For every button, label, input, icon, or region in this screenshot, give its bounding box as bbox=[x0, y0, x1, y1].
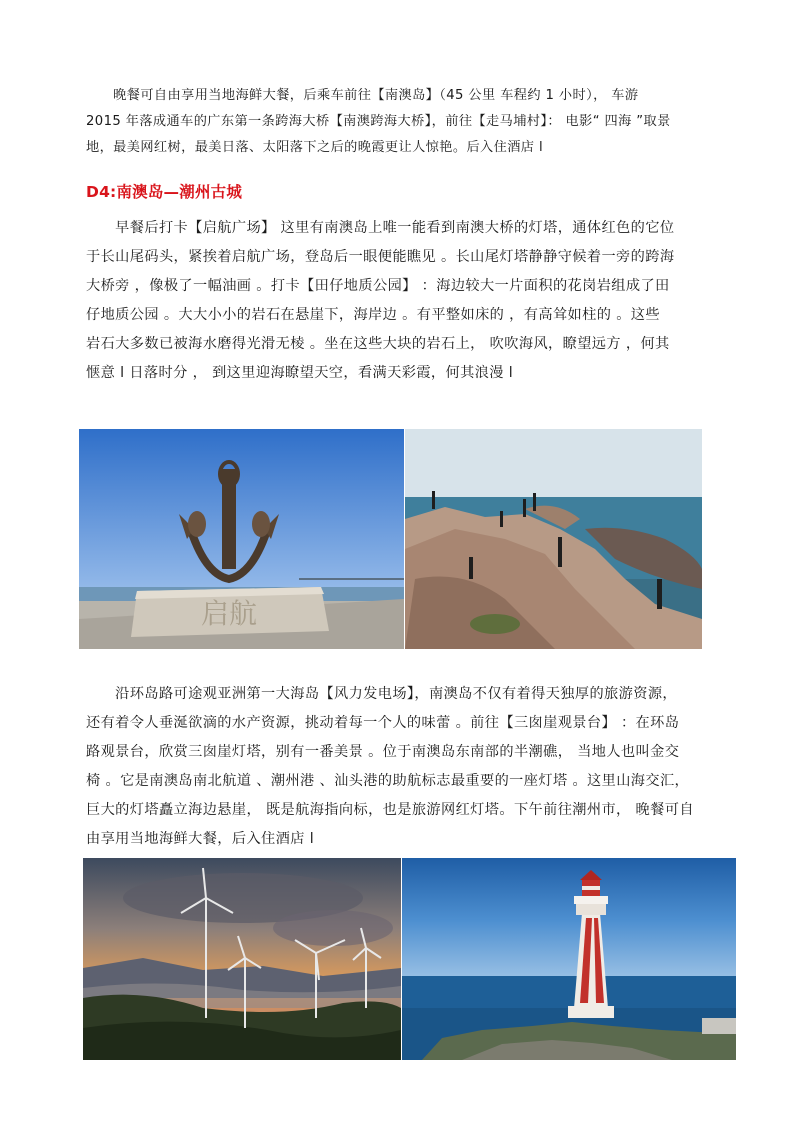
paragraph-day4-morning bbox=[86, 214, 674, 388]
day4-heading: D4:南澳岛—潮州古城 bbox=[86, 183, 243, 201]
text-line: 还有着令人垂涎欲滴的水产资源，挑动着每一个人的味蕾 。前往【三囱崖观景台】 ：在环岛 bbox=[86, 715, 680, 731]
text-line: 早餐后打卡【启航广场】 这里有南澳岛上唯一能看到南澳大桥的灯塔，通体红色的它位 bbox=[86, 220, 675, 236]
paragraph-evening-nanao bbox=[86, 83, 671, 161]
text-line: 大桥旁 ，像极了一幅油画 。打卡【田仔地质公园】 ：海边较大一片面积的花岗岩组成了田 bbox=[86, 278, 670, 294]
text-line: 路观景台，欣赏三囱崖灯塔，别有一番美景 。位于南澳岛东南部的半潮礁， 当地人也叫金交 bbox=[86, 744, 680, 760]
text-line: 由享用当地海鲜大餐，后入住酒店 l bbox=[86, 831, 315, 847]
photo-anchor-sculpture bbox=[79, 429, 404, 649]
text-line: 仔地质公园 。大大小小的岩石在悬崖下，海岸边 。有平整如床的 ，有高耸如柱的 。这些 bbox=[86, 307, 660, 323]
text-line: 巨大的灯塔矗立海边悬崖， 既是航海指向标，也是旅游网红灯塔。下午前往潮州市， 晚餐可自 bbox=[86, 802, 694, 818]
text-line: 沿环岛路可途观亚洲第一大海岛【风力发电场】，南澳岛不仅有着得天独厚的旅游资源， bbox=[86, 686, 677, 702]
photo-wind-farm bbox=[83, 858, 401, 1060]
text-line: 2015 年落成通车的广东第一条跨海大桥【南澳跨海大桥】，前往【走马埔村】： 电影“ 四海 ”取景 bbox=[86, 114, 671, 129]
text-line: 岩石大多数已被海水磨得光滑无棱 。坐在这些大块的岩石上， 吹吹海风，瞭望远方 ，何其 bbox=[86, 336, 670, 352]
text-line: 地，最美网红树，最美日落、太阳落下之后的晚霞更让人惊艳。后入住酒店 l bbox=[86, 140, 544, 155]
photo-lighthouse bbox=[402, 858, 736, 1060]
paragraph-wind-farm-lighthouse bbox=[86, 680, 694, 854]
text-line: 晚餐可自由享用当地海鲜大餐，后乘车前往【南澳岛】（45 公里 车程约 1 小时）， 车游 bbox=[86, 88, 639, 103]
text-line: 于长山尾码头，紧挨着启航广场，登岛后一眼便能瞧见 。长山尾灯塔静静守候着一旁的跨海 bbox=[86, 249, 675, 265]
plinth-inscription: 启航 bbox=[200, 597, 258, 630]
text-line: 惬意 l 日落时分 ， 到这里迎海瞭望天空，看满天彩霞，何其浪漫 l bbox=[86, 365, 514, 381]
photo-rocky-coast bbox=[405, 429, 702, 649]
text-line: 椅 。它是南澳岛南北航道 、潮州港 、汕头港的助航标志最重要的一座灯塔 。这里山海交汇， bbox=[86, 773, 690, 789]
